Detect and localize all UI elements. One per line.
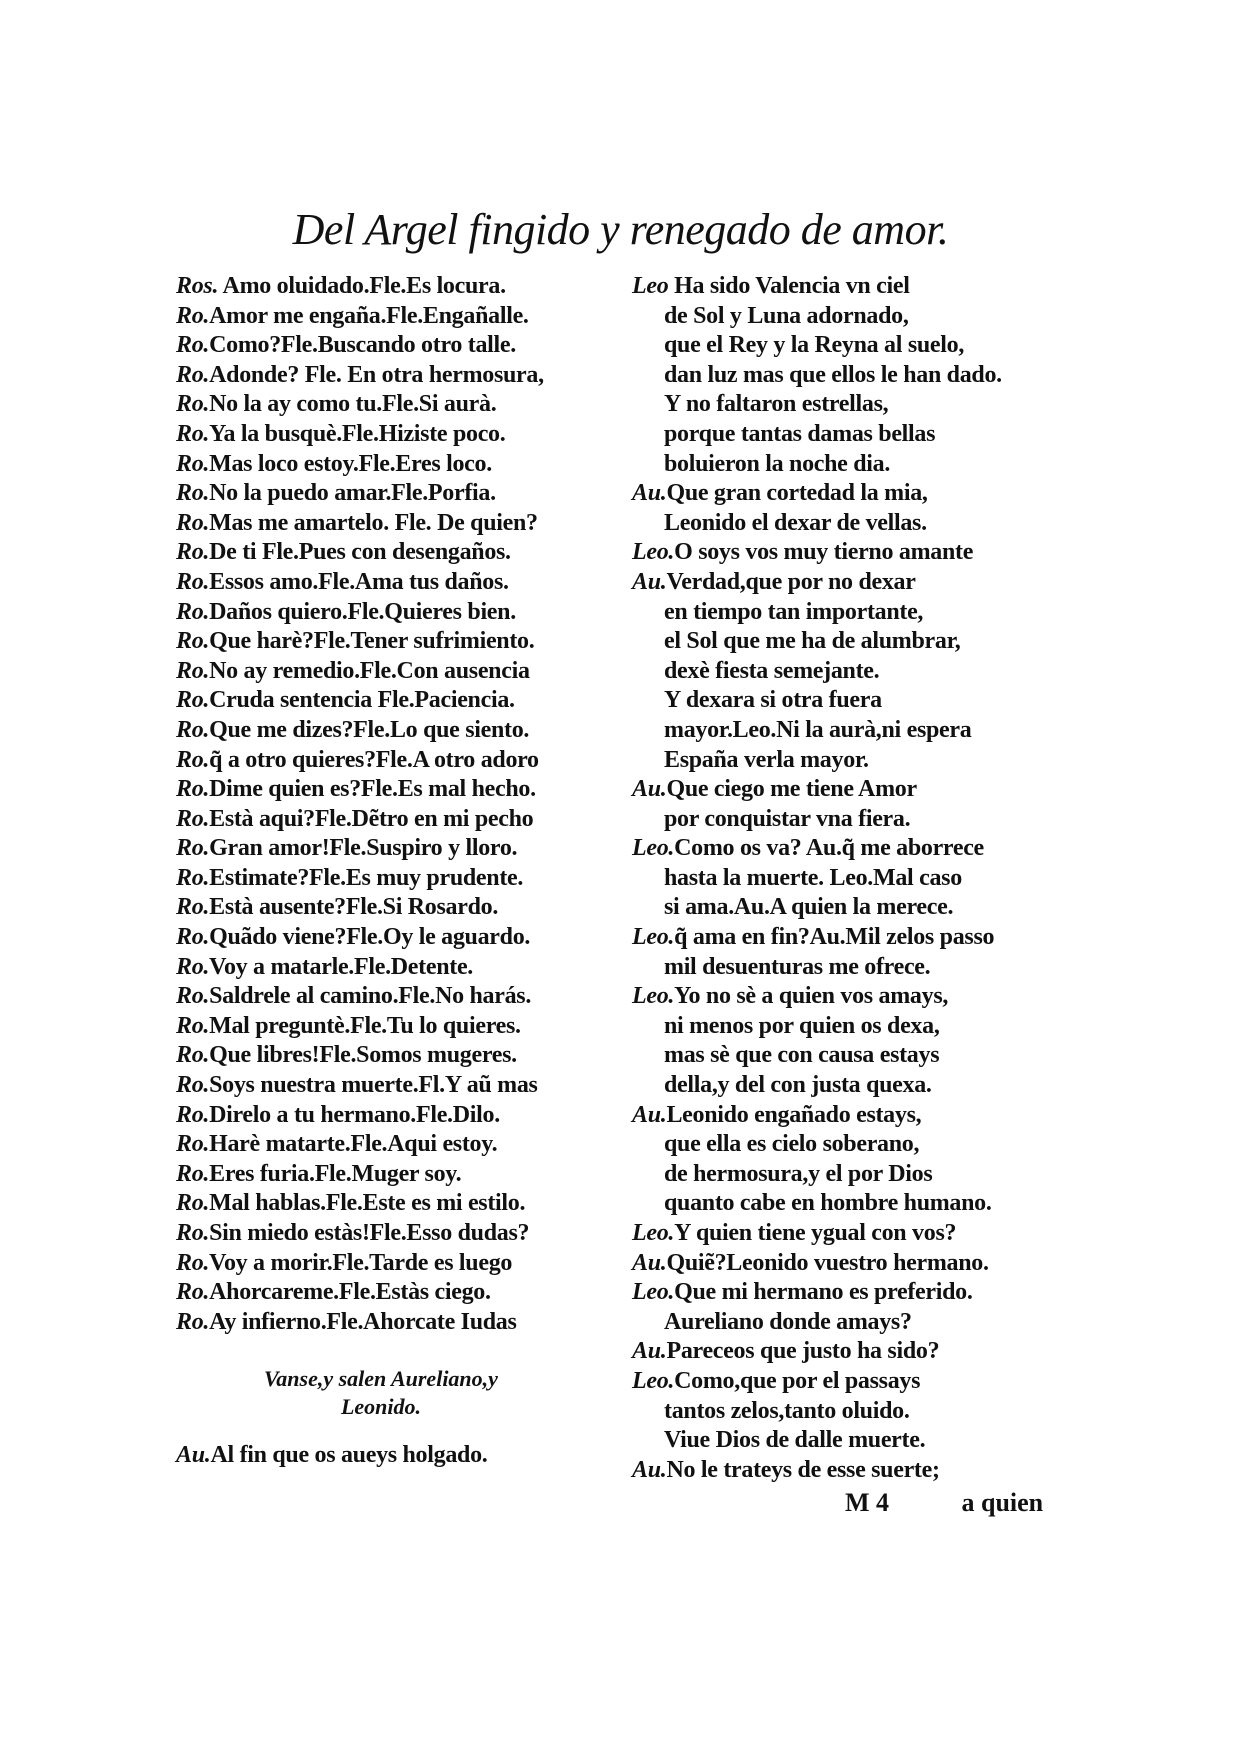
verse-line: [632, 657, 1072, 687]
verse-text: por conquistar vna fiera.: [664, 805, 911, 832]
verse-text: si ama.Au.A quien la merece.: [664, 894, 954, 921]
verse-line: [632, 1160, 1072, 1190]
verse-text: ni menos por quien os dexa,: [664, 1012, 940, 1039]
speaker-label: Ro.: [176, 1279, 210, 1306]
verse-line: [176, 302, 626, 332]
verse-text: Y dexara si otra fuera: [664, 687, 882, 714]
verse-text: tantos zelos,tanto oluido.: [664, 1397, 910, 1424]
verse-text: De ti Fle.Pues con desengaños.: [209, 539, 511, 566]
verse-line: [176, 538, 626, 568]
verse-text: No la puedo amar.Fle.Porfia.: [209, 480, 496, 507]
speaker-label: Au.: [632, 1249, 667, 1276]
verse-text: Essos amo.Fle.Ama tus daños.: [209, 568, 509, 595]
verse-text: Està aqui?Fle.Dẽtro en mi pecho: [209, 805, 534, 832]
verse-text: Que harè?Fle.Tener sufrimiento.: [209, 628, 535, 655]
speaker-label: Ro.: [176, 332, 210, 359]
verse-text: Como?Fle.Buscando otro talle.: [209, 332, 516, 359]
verse-text: Adonde? Fle. En otra hermosura,: [209, 361, 544, 388]
speaker-label: Ro.: [176, 1249, 210, 1276]
speaker-label: Leo.: [632, 539, 675, 566]
verse-text: No le trateys de esse suerte;: [666, 1456, 940, 1483]
verse-text: Que libres!Fle.Somos mugeres.: [209, 1042, 517, 1069]
speaker-label: Ro.: [176, 864, 210, 891]
speaker-label: Ro.: [176, 1072, 210, 1099]
verse-text: Ha sido Valencia vn ciel: [668, 273, 910, 299]
verse-text: Amo oluidado.Fle.Es locura.: [218, 273, 506, 299]
speaker-label: Ro.: [176, 450, 210, 477]
verse-text: dan luz mas que ellos le han dado.: [664, 361, 1002, 388]
verse-text: Leonido engañado estays,: [666, 1101, 922, 1128]
verse-line: [176, 834, 626, 864]
verse-text: que el Rey y la Reyna al suelo,: [664, 332, 965, 359]
verse-text: Quiẽ?Leonido vuestro hermano.: [666, 1249, 989, 1276]
verse-line: [632, 1337, 1072, 1367]
speaker-label: Ro.: [176, 1160, 210, 1187]
verse-text: Voy a morir.Fle.Tarde es luego: [209, 1249, 513, 1276]
verse-line: [176, 1071, 626, 1101]
verse-line: [176, 627, 626, 657]
verse-line: [176, 509, 626, 539]
verse-text: Ya la busquè.Fle.Hiziste poco.: [209, 420, 506, 447]
verse-line: [632, 361, 1072, 391]
verse-line: [176, 864, 626, 894]
verse-line: [632, 1012, 1072, 1042]
verse-text: Estimate?Fle.Es muy prudente.: [209, 864, 524, 891]
verse-line: [632, 746, 1072, 776]
verse-line: [632, 893, 1072, 923]
verse-text: Soys nuestra muerte.Fl.Y aũ mas: [209, 1072, 538, 1099]
verse-line: [632, 1278, 1072, 1308]
speaker-label: Ro.: [176, 894, 210, 921]
verse-text: Està ausente?Fle.Si Rosardo.: [209, 894, 499, 921]
verse-line: [632, 1308, 1072, 1338]
verse-line: [176, 1012, 626, 1042]
speaker-label: Leo.: [632, 835, 675, 862]
stage-direction: [176, 1365, 626, 1421]
verse-text: Que mi hermano es preferido.: [674, 1279, 973, 1306]
verse-line: [176, 746, 626, 776]
verse-text: de Sol y Luna adornado,: [664, 302, 909, 329]
verse-text: Harè matarte.Fle.Aqui estoy.: [209, 1131, 498, 1158]
verse-text: que ella es cielo soberano,: [664, 1131, 920, 1158]
verse-text: mayor.Leo.Ni la aurà,ni espera: [664, 716, 972, 743]
speaker-label: Ro.: [176, 509, 210, 536]
verse-text: Amor me engaña.Fle.Engañalle.: [209, 302, 529, 329]
running-title: Del Argel fingido y renegado de amor.: [292, 205, 949, 254]
speaker-label: Ro.: [176, 835, 210, 862]
verse-text: Mas me amartelo. Fle. De quien?: [209, 509, 538, 536]
speaker-label: Ro.: [176, 953, 210, 980]
verse-text: Mas loco estoy.Fle.Eres loco.: [209, 450, 492, 477]
right-column: [632, 272, 1072, 1485]
verse-line: [176, 775, 626, 805]
catchword: a quien: [961, 1488, 1044, 1517]
verse-text: Que me dizes?Fle.Lo que siento.: [209, 716, 530, 743]
verse-line: [176, 716, 626, 746]
verse-line: [176, 1189, 626, 1219]
verse-line: [176, 657, 626, 687]
verse-text: O soys vos muy tierno amante: [674, 539, 974, 566]
verse-line: [632, 390, 1072, 420]
speaker-label: Ros.: [176, 273, 219, 299]
verse-text: Leonido el dexar de vellas.: [664, 509, 927, 536]
speaker-label: Leo.: [632, 983, 675, 1010]
verse-line: [632, 1426, 1072, 1456]
verse-line: [176, 982, 626, 1012]
verse-line: [632, 923, 1072, 953]
verse-line: [632, 302, 1072, 332]
verse-text: quanto cabe en hombre humano.: [664, 1190, 992, 1217]
verse-text: Viue Dios de dalle muerte.: [664, 1427, 926, 1454]
verse-text: Mal preguntè.Fle.Tu lo quieres.: [209, 1012, 521, 1039]
verse-text: Al fin que os aueys holgado.: [210, 1442, 488, 1469]
speaker-label: Leo.: [632, 1220, 675, 1246]
speaker-label: Leo.: [632, 924, 675, 951]
speaker-label: Ro.: [176, 983, 210, 1010]
verse-line: [176, 1130, 626, 1160]
stage-direction-line: Leonido.: [340, 1394, 422, 1420]
speaker-label: Ro.: [176, 568, 210, 595]
verse-line: [176, 1441, 626, 1471]
verse-text: Pareceos que justo ha sido?: [666, 1338, 940, 1365]
speaker-label: Ro.: [176, 776, 210, 803]
verse-line: [176, 805, 626, 835]
left-column: [176, 272, 626, 1471]
verse-line: [632, 775, 1072, 805]
verse-line: [176, 479, 626, 509]
verse-text: Aureliano donde amays?: [664, 1308, 912, 1335]
verse-line: [632, 982, 1072, 1012]
speaker-label: Ro.: [176, 598, 210, 625]
speaker-label: Leo: [632, 273, 669, 299]
verse-line: [176, 1308, 626, 1338]
speaker-label: Ro.: [176, 1101, 210, 1128]
verse-line: [632, 420, 1072, 450]
verse-text: de hermosura,y el por Dios: [664, 1160, 933, 1187]
verse-text: mil desuenturas me ofrece.: [664, 953, 931, 980]
verse-text: porque tantas damas bellas: [664, 420, 936, 447]
verse-line: [176, 361, 626, 391]
verse-text: hasta la muerte. Leo.Mal caso: [664, 864, 962, 891]
verse-line: [632, 1456, 1072, 1486]
verse-text: España verla mayor.: [664, 746, 869, 773]
verse-line: [176, 390, 626, 420]
verse-line: [632, 1101, 1072, 1131]
verse-line: [176, 598, 626, 628]
verse-line: [176, 1101, 626, 1131]
speaker-label: Ro.: [176, 391, 210, 418]
speaker-label: Ro.: [176, 716, 210, 743]
speaker-label: Ro.: [176, 805, 210, 832]
speaker-label: Ro.: [176, 1308, 210, 1335]
spacer: [176, 1421, 626, 1441]
speaker-label: Au.: [632, 1101, 667, 1128]
verse-line: [632, 834, 1072, 864]
verse-line: [632, 1189, 1072, 1219]
verse-text: Ahorcareme.Fle.Estàs ciego.: [209, 1279, 491, 1306]
verse-line: [632, 1219, 1072, 1249]
verse-line: [632, 1130, 1072, 1160]
speaker-label: Ro.: [176, 628, 210, 655]
speaker-label: Ro.: [176, 924, 210, 951]
verse-line: [632, 1397, 1072, 1427]
stage-direction-line: Vanse,y salen Aureliano,y: [264, 1366, 498, 1392]
verse-text: Como os va? Au.q̃ me aborrece: [674, 835, 984, 862]
verse-text: Quãdo viene?Fle.Oy le aguardo.: [209, 924, 531, 951]
verse-line: [632, 953, 1072, 983]
speaker-label: Ro.: [176, 1042, 210, 1069]
verse-text: Verdad,que por no dexar: [666, 568, 916, 595]
speaker-label: Au.: [632, 776, 667, 803]
verse-text: Dime quien es?Fle.Es mal hecho.: [209, 776, 536, 803]
verse-text: en tiempo tan importante,: [664, 598, 924, 625]
verse-text: Saldrele al camino.Fle.No harás.: [209, 983, 532, 1010]
speaker-label: Au.: [632, 1456, 667, 1483]
verse-line: [176, 923, 626, 953]
speaker-label: Ro.: [176, 687, 210, 714]
verse-line: [632, 1249, 1072, 1279]
verse-text: Como,que por el passays: [674, 1367, 921, 1394]
verse-text: No ay remedio.Fle.Con ausencia: [209, 657, 530, 684]
verse-line: [632, 1367, 1072, 1397]
verse-line: [632, 1071, 1072, 1101]
verse-line: [632, 479, 1072, 509]
verse-text: boluieron la noche dia.: [664, 450, 891, 477]
speaker-label: Ro.: [176, 746, 210, 773]
verse-line: [176, 1160, 626, 1190]
verse-line: [632, 1041, 1072, 1071]
verse-text: Gran amor!Fle.Suspiro y lloro.: [209, 835, 518, 862]
verse-text: q̃ a otro quieres?Fle.A otro adoro: [209, 746, 539, 773]
signature-mark: M 4: [845, 1488, 890, 1517]
verse-line: [176, 568, 626, 598]
verse-line: [632, 805, 1072, 835]
speaker-label: Au.: [632, 568, 667, 595]
verse-line: [176, 953, 626, 983]
verse-line: [632, 627, 1072, 657]
speaker-label: Ro.: [176, 657, 210, 684]
speaker-label: Ro.: [176, 480, 210, 507]
verse-line: [632, 568, 1072, 598]
verse-line: [632, 598, 1072, 628]
verse-line: [176, 1249, 626, 1279]
verse-text: Eres furia.Fle.Muger soy.: [209, 1160, 462, 1187]
verse-text: Daños quiero.Fle.Quieres bien.: [209, 598, 516, 625]
verse-text: Ay infierno.Fle.Ahorcate Iudas: [209, 1308, 517, 1335]
verse-text: Yo no sè a quien vos amays,: [674, 983, 949, 1010]
verse-line: [176, 1219, 626, 1249]
verse-line: [176, 272, 626, 302]
speaker-label: Au.: [632, 1338, 667, 1365]
speaker-label: Ro.: [176, 539, 210, 566]
verse-line: [176, 893, 626, 923]
verse-line: [632, 450, 1072, 480]
verse-line: [632, 272, 1072, 302]
verse-line: [176, 420, 626, 450]
speaker-label: Ro.: [176, 420, 210, 447]
verse-line: [632, 538, 1072, 568]
verse-text: q̃ ama en fin?Au.Mil zelos passo: [674, 924, 995, 951]
verse-line: [176, 450, 626, 480]
verse-text: Voy a matarle.Fle.Detente.: [209, 953, 473, 980]
verse-line: [632, 864, 1072, 894]
verse-text: Sin miedo estàs!Fle.Esso dudas?: [209, 1220, 530, 1246]
verse-text: dexè fiesta semejante.: [664, 657, 880, 684]
speaker-label: Ro.: [176, 1190, 210, 1217]
verse-line: [176, 1278, 626, 1308]
verse-text: mas sè que con causa estays: [664, 1042, 940, 1069]
verse-text: el Sol que me ha de alumbrar,: [664, 628, 961, 655]
verse-text: Cruda sentencia Fle.Paciencia.: [209, 687, 515, 714]
speaker-label: Au.: [176, 1442, 211, 1469]
verse-line: [632, 331, 1072, 361]
verse-text: Y no faltaron estrellas,: [664, 391, 889, 418]
speaker-label: Leo.: [632, 1367, 675, 1394]
verse-text: Mal hablas.Fle.Este es mi estilo.: [209, 1190, 526, 1217]
verse-line: [176, 686, 626, 716]
verse-text: No la ay como tu.Fle.Si aurà.: [209, 391, 497, 418]
verse-text: Direlo a tu hermano.Fle.Dilo.: [209, 1101, 500, 1128]
speaker-label: Ro.: [176, 1220, 210, 1246]
speaker-label: Ro.: [176, 361, 210, 388]
verse-line: [632, 716, 1072, 746]
verse-text: Que gran cortedad la mia,: [666, 480, 928, 507]
speaker-label: Au.: [632, 480, 667, 507]
verse-line: [176, 1041, 626, 1071]
verse-line: [632, 686, 1072, 716]
verse-text: Y quien tiene ygual con vos?: [674, 1220, 957, 1246]
page-footer: [845, 1488, 1065, 1518]
speaker-label: Ro.: [176, 1012, 210, 1039]
speaker-label: Ro.: [176, 302, 210, 329]
speaker-label: Leo.: [632, 1279, 675, 1306]
speaker-label: Ro.: [176, 1131, 210, 1158]
verse-line: [632, 509, 1072, 539]
verse-line: [176, 331, 626, 361]
verse-text: della,y del con justa quexa.: [664, 1072, 932, 1099]
verse-text: Que ciego me tiene Amor: [666, 776, 917, 803]
